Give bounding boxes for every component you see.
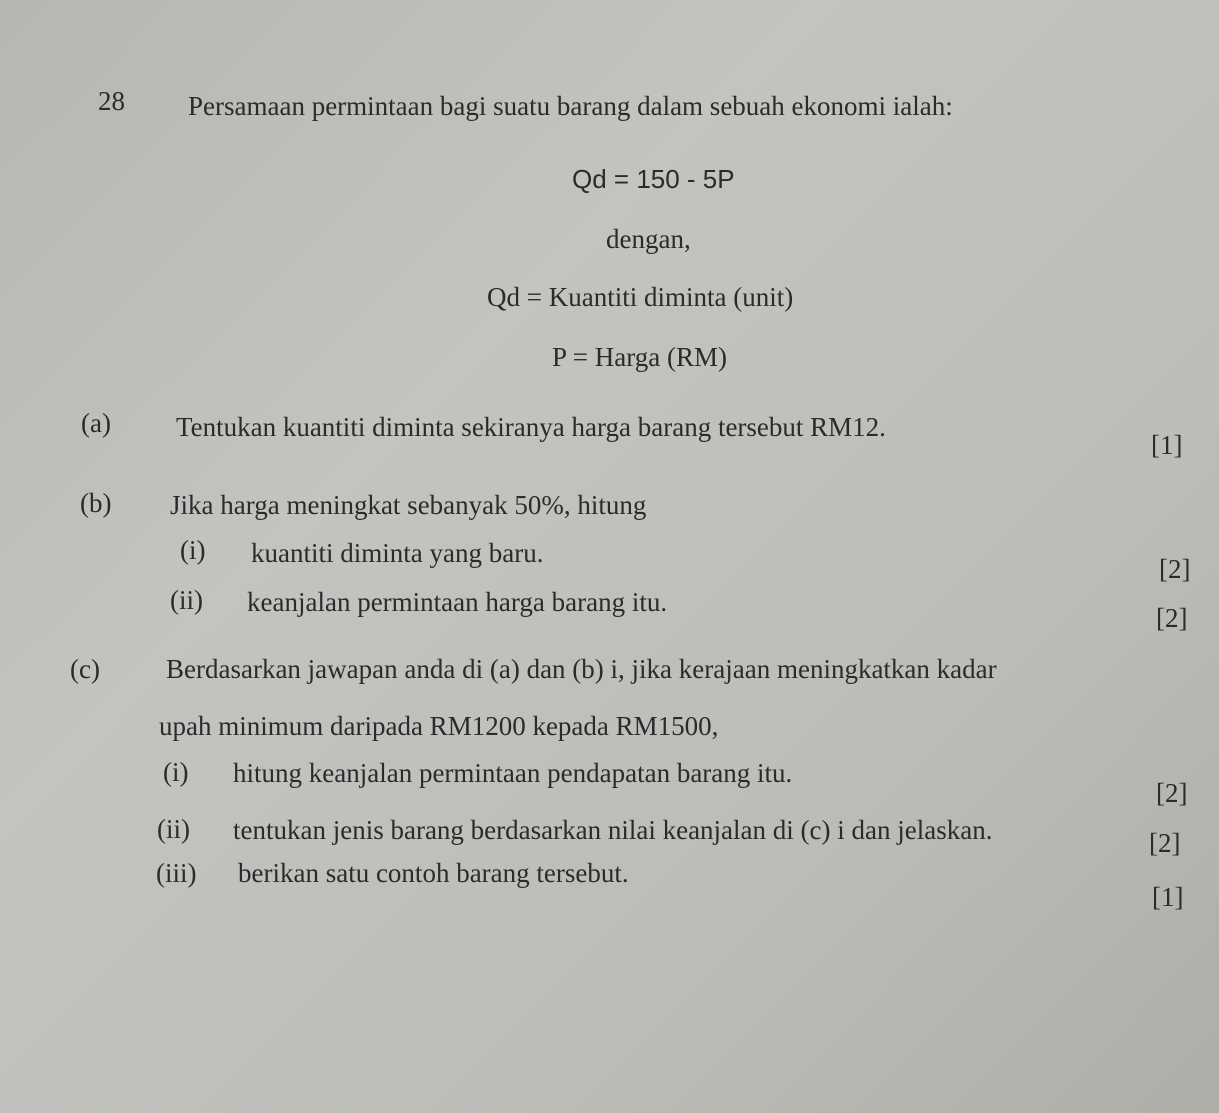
demand-equation: Qd = 150 - 5P <box>572 164 735 194</box>
part-b-i-marks: [2] <box>1159 554 1191 584</box>
part-c-ii-text: tentukan jenis barang berdasarkan nilai keanjalan di (c) i dan jelaskan. <box>233 815 993 845</box>
part-c-i-text: hitung keanjalan permintaan pendapatan barang itu. <box>233 758 793 788</box>
part-a-text: Tentukan kuantiti diminta sekiranya harga barang tersebut RM12. <box>176 412 886 442</box>
part-c-iii-label: (iii) <box>156 858 197 888</box>
part-c-ii-marks: [2] <box>1149 828 1181 858</box>
part-c-text-line2: upah minimum daripada RM1200 kepada RM1500, <box>159 711 719 741</box>
part-c-i-marks: [2] <box>1156 778 1188 808</box>
part-c-i-label: (i) <box>163 757 189 787</box>
definition-qd: Qd = Kuantiti diminta (unit) <box>487 282 794 312</box>
part-b-ii-text: keanjalan permintaan harga barang itu. <box>247 587 668 617</box>
question-stem: Persamaan permintaan bagi suatu barang dalam sebuah ekonomi ialah: <box>188 91 953 121</box>
question-number: 28 <box>98 86 125 116</box>
with-label: dengan, <box>606 224 691 254</box>
part-c-iii-marks: [1] <box>1152 882 1184 912</box>
part-a-label: (a) <box>81 408 111 438</box>
part-b-ii-marks: [2] <box>1156 603 1188 633</box>
part-b-i-text: kuantiti diminta yang baru. <box>251 538 544 568</box>
part-c-text-line1: Berdasarkan jawapan anda di (a) dan (b) i, jika kerajaan meningkatkan kadar <box>166 654 997 684</box>
definition-p: P = Harga (RM) <box>552 342 727 372</box>
part-a-marks: [1] <box>1151 430 1183 460</box>
part-b-text: Jika harga meningkat sebanyak 50%, hitung <box>170 490 647 520</box>
part-c-ii-label: (ii) <box>157 814 190 844</box>
part-b-i-label: (i) <box>180 535 206 565</box>
part-c-iii-text: berikan satu contoh barang tersebut. <box>238 858 629 888</box>
part-b-ii-label: (ii) <box>170 585 203 615</box>
part-b-label: (b) <box>80 488 112 518</box>
part-c-label: (c) <box>70 654 100 684</box>
